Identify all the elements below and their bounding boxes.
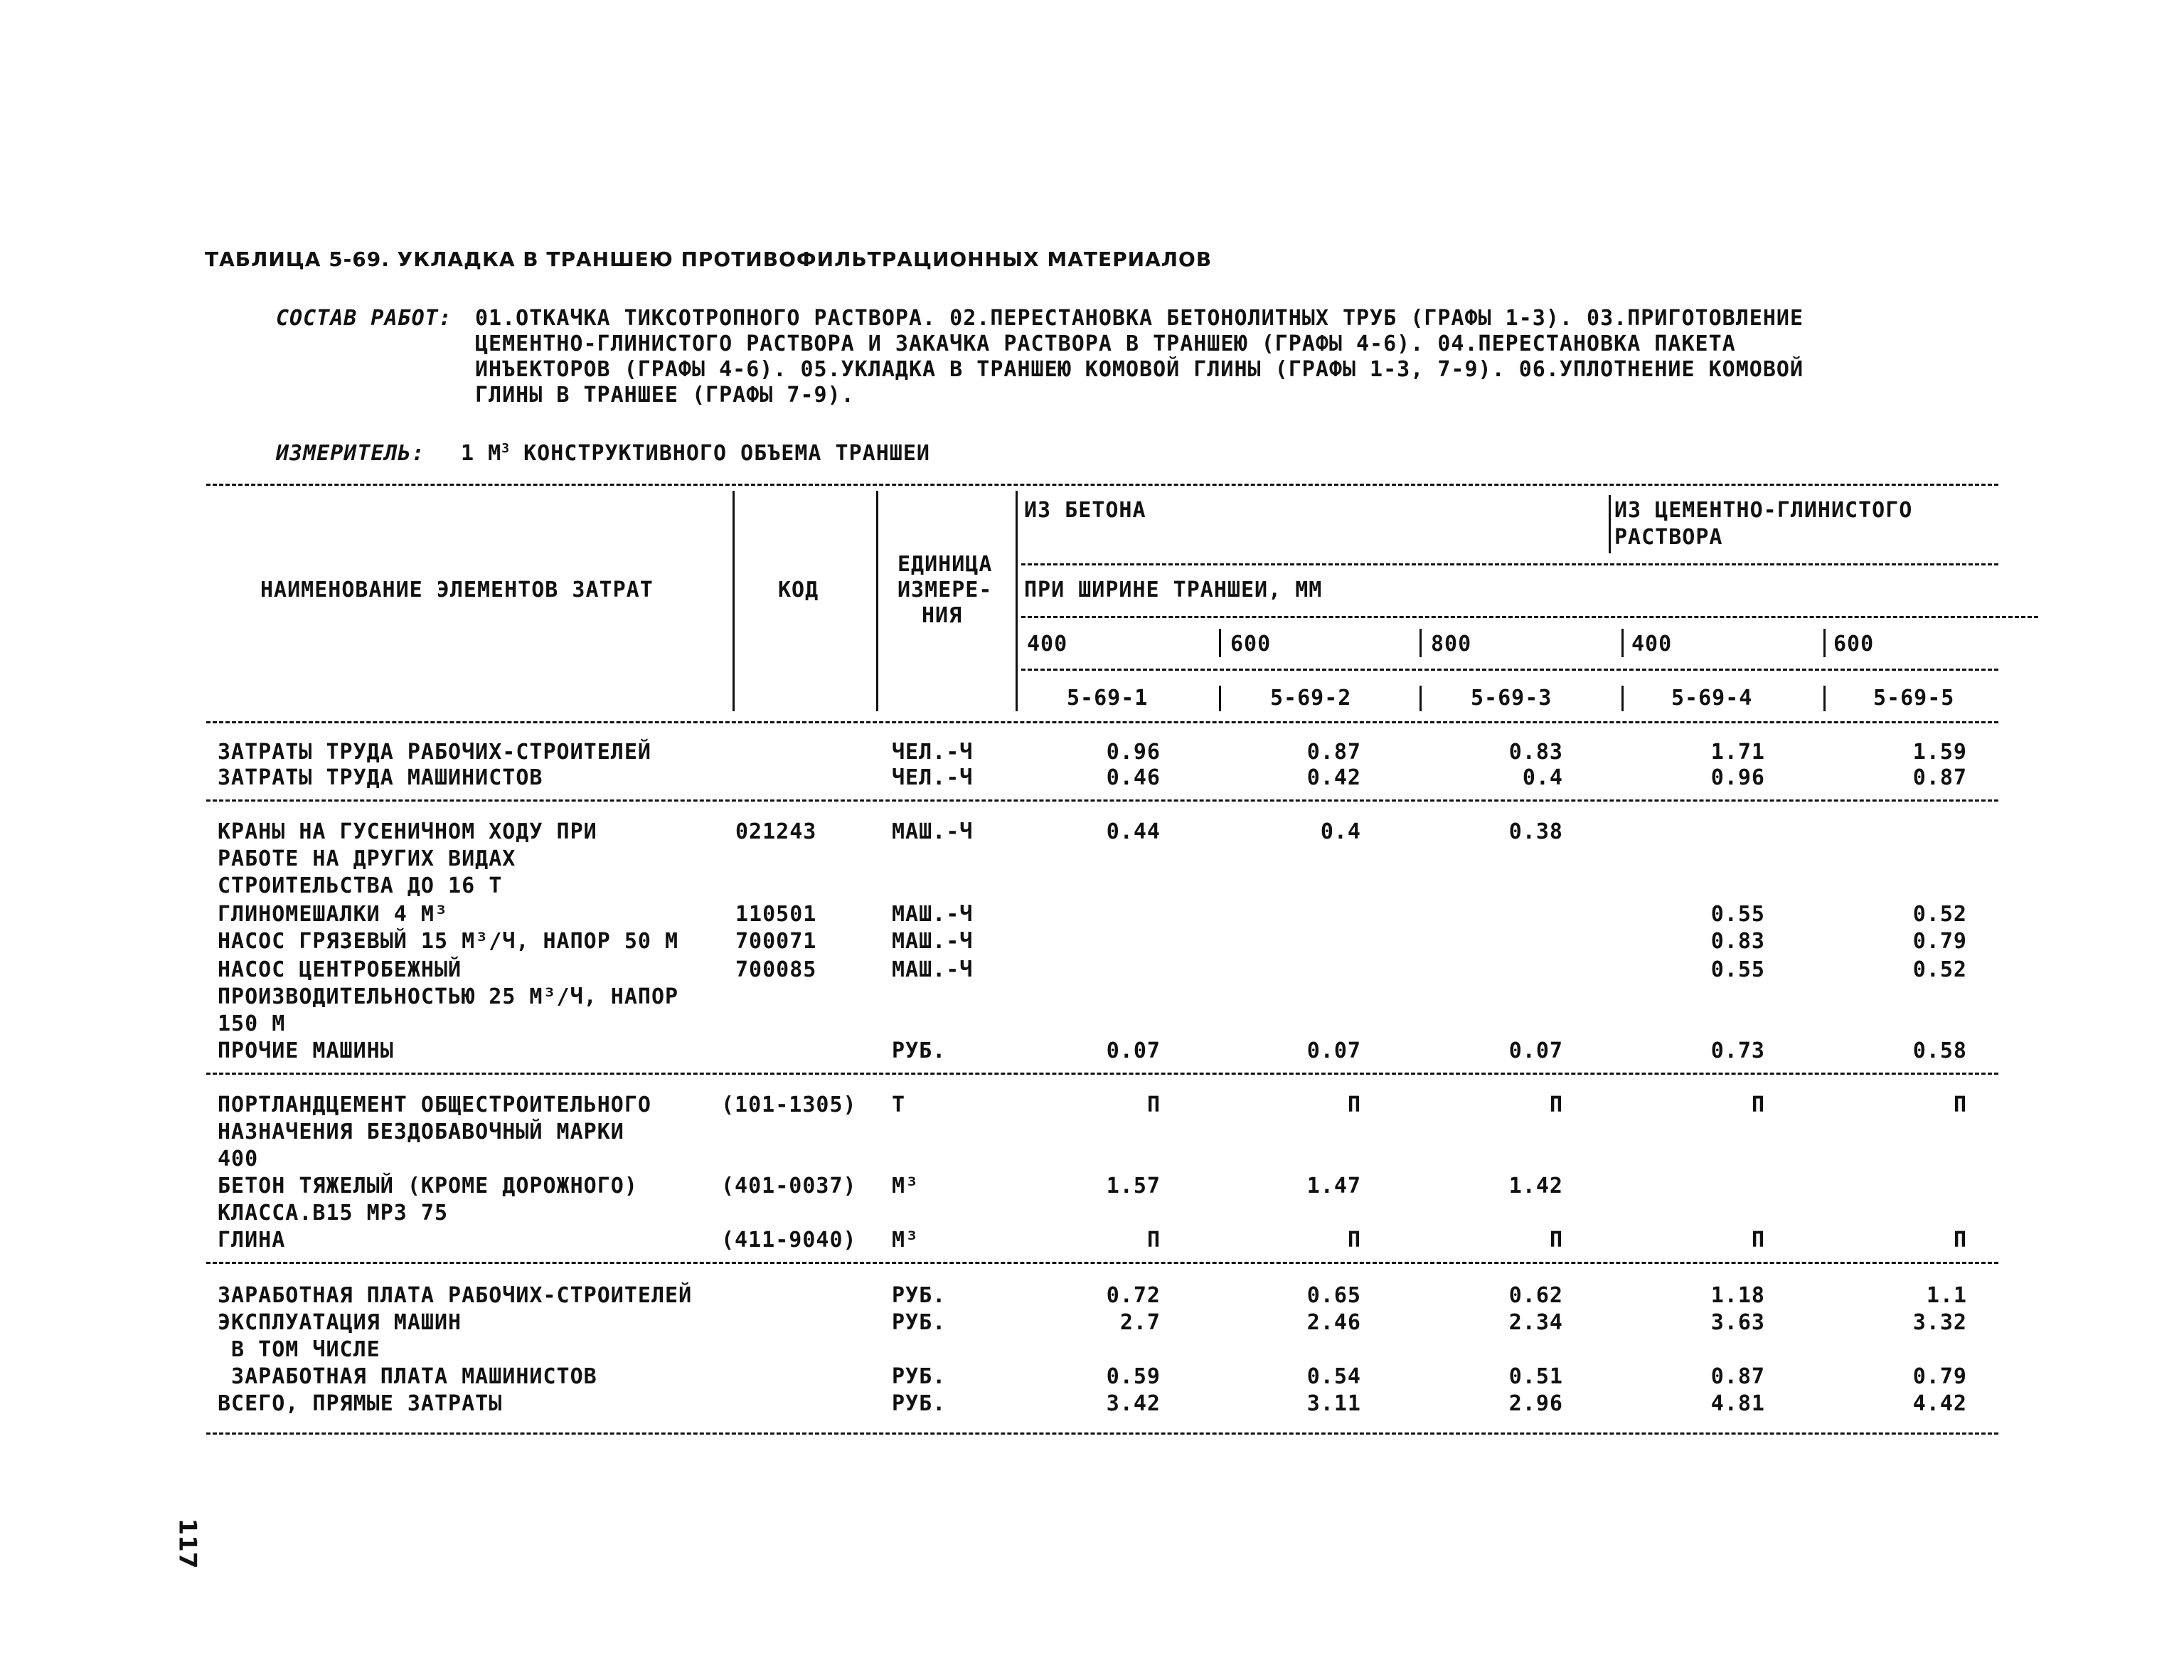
row-value: 0.44	[1106, 819, 1161, 844]
width-400-clay: 400	[1631, 632, 1673, 656]
row-value: П	[1146, 1092, 1161, 1117]
row-value: 0.87	[1710, 1364, 1765, 1389]
row-unit: МАШ.-Ч	[892, 819, 974, 844]
row-value: 0.83	[1508, 740, 1563, 765]
row-value: П	[1953, 1092, 1967, 1117]
width-divider-3	[1621, 629, 1624, 657]
header-group2-line2: РАСТВОРА	[1614, 525, 1723, 550]
code-5-69-4: 5-69-4	[1671, 686, 1753, 711]
header-top-rule	[206, 484, 1998, 486]
row-value: 0.38	[1508, 819, 1563, 844]
row-name: В ТОМ ЧИСЛЕ	[218, 1337, 380, 1362]
row-name: НАСОС ГРЯЗЕВЫЙ 15 М³/Ч, НАПОР 50 М	[218, 929, 679, 954]
table-bottom-rule	[206, 1432, 1998, 1435]
row-name: БЕТОН ТЯЖЕЛЫЙ (КРОМЕ ДОРОЖНОГО)	[218, 1174, 638, 1198]
row-name: ГЛИНА	[218, 1228, 286, 1253]
section-rule-1	[206, 799, 1998, 802]
row-unit: М³	[892, 1228, 920, 1253]
row-value: 1.42	[1508, 1174, 1563, 1198]
row-value: 0.65	[1306, 1283, 1361, 1308]
row-value: П	[1146, 1228, 1161, 1253]
row-name: ЗАТРАТЫ ТРУДА РАБОЧИХ-СТРОИТЕЛЕЙ	[218, 740, 651, 765]
code-divider-2	[1419, 686, 1422, 711]
row-value: 0.52	[1912, 957, 1967, 982]
row-name: 400	[218, 1147, 259, 1171]
code-divider-1	[1219, 686, 1221, 711]
row-value: 0.79	[1912, 1364, 1967, 1389]
row-name: СТРОИТЕЛЬСТВА ДО 16 Т	[218, 873, 503, 898]
header-rule-3	[1021, 616, 2038, 618]
row-name: ПРОЧИЕ МАШИНЫ	[218, 1038, 394, 1063]
width-400-beton: 400	[1027, 632, 1068, 656]
header-name-col: НАИМЕНОВАНИЕ ЭЛЕМЕНТОВ ЗАТРАТ	[260, 578, 654, 602]
row-unit: МАШ.-Ч	[892, 929, 974, 954]
row-unit: РУБ.	[892, 1310, 947, 1335]
composition-line-1: 01.ОТКАЧКА ТИКСОТРОПНОГО РАСТВОРА. 02.ПЕРЕСТАНОВКА БЕТОНОЛИТНЫХ ТРУБ (ГРАФЫ 1-3). 03.ПРИГОТОВЛЕНИЕ	[475, 306, 1804, 331]
row-code: 700085	[735, 957, 817, 982]
width-divider-4	[1823, 629, 1826, 657]
row-unit: Т	[892, 1092, 906, 1117]
row-code: (401-0037)	[721, 1174, 857, 1198]
row-value: 0.73	[1710, 1038, 1765, 1063]
header-rule-2	[1021, 563, 1998, 565]
row-name: НАЗНАЧЕНИЯ БЕЗДОБАВОЧНЫЙ МАРКИ	[218, 1120, 624, 1144]
row-value: 0.58	[1912, 1038, 1967, 1063]
header-group2-divider	[1609, 495, 1611, 553]
row-value: 1.18	[1710, 1283, 1765, 1308]
row-value: 0.46	[1106, 765, 1161, 790]
header-divider-name	[733, 491, 735, 711]
code-5-69-5: 5-69-5	[1873, 686, 1955, 711]
row-name: РАБОТЕ НА ДРУГИХ ВИДАХ	[218, 846, 516, 871]
row-unit: М³	[892, 1174, 920, 1198]
row-value: П	[1953, 1228, 1967, 1253]
header-code-col: КОД	[778, 578, 819, 602]
row-value: 0.07	[1508, 1038, 1563, 1063]
meter-label: ИЗМЕРИТЕЛЬ:	[276, 441, 425, 466]
row-unit: РУБ.	[892, 1391, 947, 1416]
row-value: 0.4	[1522, 765, 1563, 790]
row-name: ЭКСПЛУАТАЦИЯ МАШИН	[218, 1310, 462, 1335]
section-rule-2	[206, 1073, 1998, 1075]
row-code: 700071	[735, 929, 817, 954]
row-value: 0.55	[1710, 902, 1765, 927]
row-value: 0.72	[1106, 1283, 1161, 1308]
row-value: 3.42	[1106, 1391, 1161, 1416]
code-5-69-2: 5-69-2	[1270, 686, 1352, 711]
row-value: 4.81	[1710, 1391, 1765, 1416]
row-unit: ЧЕЛ.-Ч	[892, 765, 974, 790]
header-width-label: ПРИ ШИРИНЕ ТРАНШЕИ, ММ	[1024, 578, 1323, 602]
composition-line-3: ИНЪЕКТОРОВ (ГРАФЫ 4-6). 05.УКЛАДКА В ТРАНШЕЮ КОМОВОЙ ГЛИНЫ (ГРАФЫ 1-3, 7-9). 06.УПЛОТНЕНИЕ КОМОВОЙ	[475, 357, 1804, 382]
row-value: 3.11	[1306, 1391, 1361, 1416]
row-code: (101-1305)	[721, 1092, 857, 1117]
row-name: НАСОС ЦЕНТРОБЕЖНЫЙ	[218, 957, 462, 982]
header-unit-line2: ИЗМЕРЕ-	[897, 578, 993, 602]
row-value: 3.32	[1912, 1310, 1967, 1335]
row-code: 021243	[735, 819, 817, 844]
row-name: КЛАССА.В15 МРЗ 75	[218, 1201, 449, 1226]
header-group1: ИЗ БЕТОНА	[1024, 498, 1146, 523]
row-unit: МАШ.-Ч	[892, 902, 974, 927]
code-5-69-3: 5-69-3	[1471, 686, 1552, 711]
row-value: 2.96	[1508, 1391, 1563, 1416]
row-value: 0.55	[1710, 957, 1765, 982]
row-name: КРАНЫ НА ГУСЕНИЧНОМ ХОДУ ПРИ	[218, 819, 597, 844]
row-value: 1.1	[1926, 1283, 1967, 1308]
row-value: 0.42	[1306, 765, 1361, 790]
meter-prefix: 1 М	[461, 441, 502, 466]
row-value: 0.07	[1106, 1038, 1161, 1063]
header-divider-unit	[1016, 491, 1018, 711]
table-title: ТАБЛИЦА 5-69. УКЛАДКА В ТРАНШЕЮ ПРОТИВОФИЛЬТРАЦИОННЫХ МАТЕРИАЛОВ	[205, 248, 1213, 271]
code-5-69-1: 5-69-1	[1067, 686, 1149, 711]
composition-label: СОСТАВ РАБОТ:	[276, 306, 452, 331]
row-unit: ЧЕЛ.-Ч	[892, 740, 974, 765]
row-value: 0.96	[1710, 765, 1765, 790]
row-value: 1.57	[1106, 1174, 1161, 1198]
row-value: 1.47	[1306, 1174, 1361, 1198]
row-value: П	[1549, 1228, 1563, 1253]
width-800-beton: 800	[1431, 632, 1472, 656]
row-value: 0.96	[1106, 740, 1161, 765]
row-unit: РУБ.	[892, 1364, 947, 1389]
row-value: 2.46	[1306, 1310, 1361, 1335]
row-name: ПОРТЛАНДЦЕМЕНТ ОБЩЕСТРОИТЕЛЬНОГО	[218, 1092, 651, 1117]
row-name: ГЛИНОМЕШАЛКИ 4 М³	[218, 902, 449, 927]
row-value: П	[1751, 1228, 1765, 1253]
row-value: 4.42	[1912, 1391, 1967, 1416]
row-value: 0.52	[1912, 902, 1967, 927]
width-600-clay: 600	[1833, 632, 1875, 656]
meter-suffix: КОНСТРУКТИВНОГО ОБЪЕМА ТРАНШЕИ	[510, 441, 930, 466]
row-value: 0.07	[1306, 1038, 1361, 1063]
header-group2-line1: ИЗ ЦЕМЕНТНО-ГЛИНИСТОГО	[1614, 498, 1913, 523]
row-value: П	[1347, 1092, 1361, 1117]
row-value: 2.34	[1508, 1310, 1563, 1335]
row-value: П	[1347, 1228, 1361, 1253]
composition-line-2: ЦЕМЕНТНО-ГЛИНИСТОГО РАСТВОРА И ЗАКАЧКА РАСТВОРА В ТРАНШЕЮ (ГРАФЫ 4-6). 04.ПЕРЕСТАНОВКА ПАКЕТА	[475, 331, 1736, 356]
meter-sup: 3	[501, 441, 511, 456]
header-rule-4	[1021, 669, 1998, 671]
row-value: 0.54	[1306, 1364, 1361, 1389]
header-divider-code	[876, 491, 878, 711]
row-value: 0.59	[1106, 1364, 1161, 1389]
row-value: 1.71	[1710, 740, 1765, 765]
row-name: ВСЕГО, ПРЯМЫЕ ЗАТРАТЫ	[218, 1391, 503, 1416]
row-unit: РУБ.	[892, 1038, 947, 1063]
row-name: ПРОИЗВОДИТЕЛЬНОСТЬЮ 25 М³/Ч, НАПОР	[218, 984, 679, 1009]
composition-line-4: ГЛИНЫ В ТРАНШЕЕ (ГРАФЫ 7-9).	[475, 383, 855, 408]
meter-value	[461, 441, 930, 466]
row-value: 2.7	[1119, 1310, 1161, 1335]
width-600-beton: 600	[1230, 632, 1272, 656]
width-divider-2	[1419, 629, 1422, 657]
row-value: 0.62	[1508, 1283, 1563, 1308]
row-value: 0.4	[1320, 819, 1361, 844]
row-value: 0.51	[1508, 1364, 1563, 1389]
row-value: П	[1549, 1092, 1563, 1117]
row-value: П	[1751, 1092, 1765, 1117]
header-unit-line3: НИЯ	[922, 603, 963, 628]
row-unit: МАШ.-Ч	[892, 957, 974, 982]
row-code: (411-9040)	[721, 1228, 857, 1253]
section-rule-3	[206, 1262, 1998, 1264]
row-name: ЗАТРАТЫ ТРУДА МАШИНИСТОВ	[218, 765, 543, 790]
row-value: 3.63	[1710, 1310, 1765, 1335]
row-name: 150 М	[218, 1011, 286, 1036]
code-divider-3	[1621, 686, 1624, 711]
header-unit-line1: ЕДИНИЦА	[897, 552, 993, 577]
row-value: 1.59	[1912, 740, 1967, 765]
row-code: 110501	[735, 902, 817, 927]
row-value: 0.87	[1912, 765, 1967, 790]
width-divider-1	[1219, 629, 1221, 657]
row-value: 0.79	[1912, 929, 1967, 954]
row-value: 0.87	[1306, 740, 1361, 765]
page-number: 117	[173, 1518, 202, 1569]
code-divider-4	[1823, 686, 1826, 711]
header-bottom-rule	[206, 721, 1998, 723]
row-name: ЗАРАБОТНАЯ ПЛАТА РАБОЧИХ-СТРОИТЕЛЕЙ	[218, 1283, 693, 1308]
row-unit: РУБ.	[892, 1283, 947, 1308]
row-name: ЗАРАБОТНАЯ ПЛАТА МАШИНИСТОВ	[218, 1364, 597, 1389]
row-value: 0.83	[1710, 929, 1765, 954]
